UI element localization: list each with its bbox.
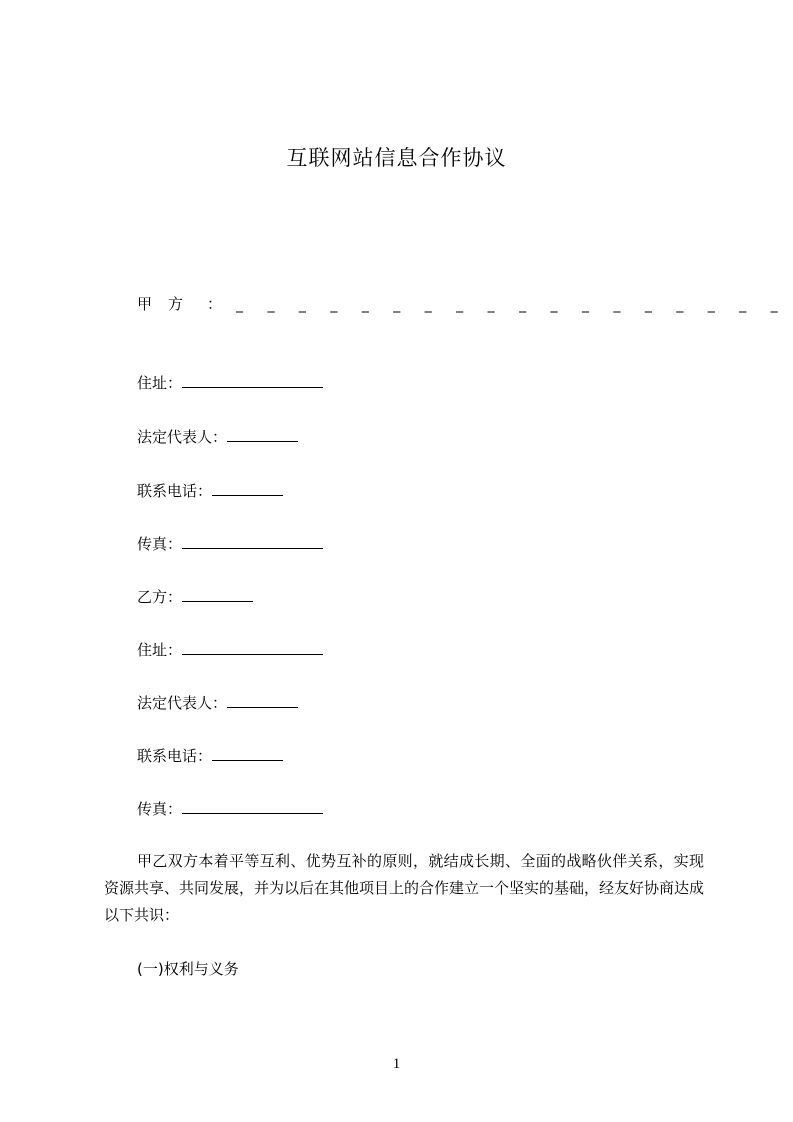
party-b-fax-blank — [182, 799, 323, 814]
party-a-fax-label: 传真： — [137, 535, 183, 553]
party-b-phone-line — [137, 745, 283, 766]
page-number: 1 — [392, 1056, 401, 1072]
party-a-representative-line — [137, 426, 298, 447]
party-a-phone-label: 联系电话： — [137, 482, 213, 500]
party-b-phone-blank — [212, 746, 283, 761]
party-a-representative-blank — [227, 427, 298, 442]
party-b-fax-line — [137, 798, 323, 819]
document-title: 互联网站信息合作协议 — [286, 146, 507, 170]
party-a-fax-blank — [182, 534, 323, 549]
party-b-address-blank — [182, 640, 323, 655]
party-b-label: 乙方： — [137, 588, 183, 606]
intro-paragraph: 甲乙双方本着平等互利、优势互补的原则，就结成长期、全面的战略伙伴关系，实现资源共享、共同发展，并为以后在其他项目上的合作建立一个坚实的基础，经友好协商达成以下共识： — [104, 852, 705, 924]
party-a-address-label: 住址： — [137, 374, 183, 392]
party-a-address-blank — [182, 373, 323, 388]
party-a-representative-label: 法定代表人： — [137, 428, 228, 446]
party-b-representative-line — [137, 692, 298, 713]
party-b-representative-label: 法定代表人： — [137, 694, 228, 712]
party-a-blank: _ _ _ _ _ _ _ _ _ _ _ _ _ _ _ _ _ _ — [236, 297, 788, 313]
party-b-representative-blank — [227, 693, 298, 708]
party-b-address-label: 住址： — [137, 641, 183, 659]
party-a-phone-line — [137, 480, 283, 501]
party-a-address-line — [137, 372, 323, 393]
party-b-line — [137, 586, 253, 607]
party-b-phone-label: 联系电话： — [137, 747, 213, 765]
party-a-colon: ： — [207, 295, 223, 313]
section-heading: (一)权利与义务 — [137, 960, 239, 978]
party-b-fax-label: 传真： — [137, 800, 183, 818]
party-b-address-line — [137, 639, 323, 660]
party-a-line — [137, 293, 788, 314]
party-a-fax-line — [137, 533, 323, 554]
party-a-phone-blank — [212, 481, 283, 496]
party-b-blank — [182, 587, 253, 602]
party-a-label: 甲方 — [137, 295, 200, 313]
